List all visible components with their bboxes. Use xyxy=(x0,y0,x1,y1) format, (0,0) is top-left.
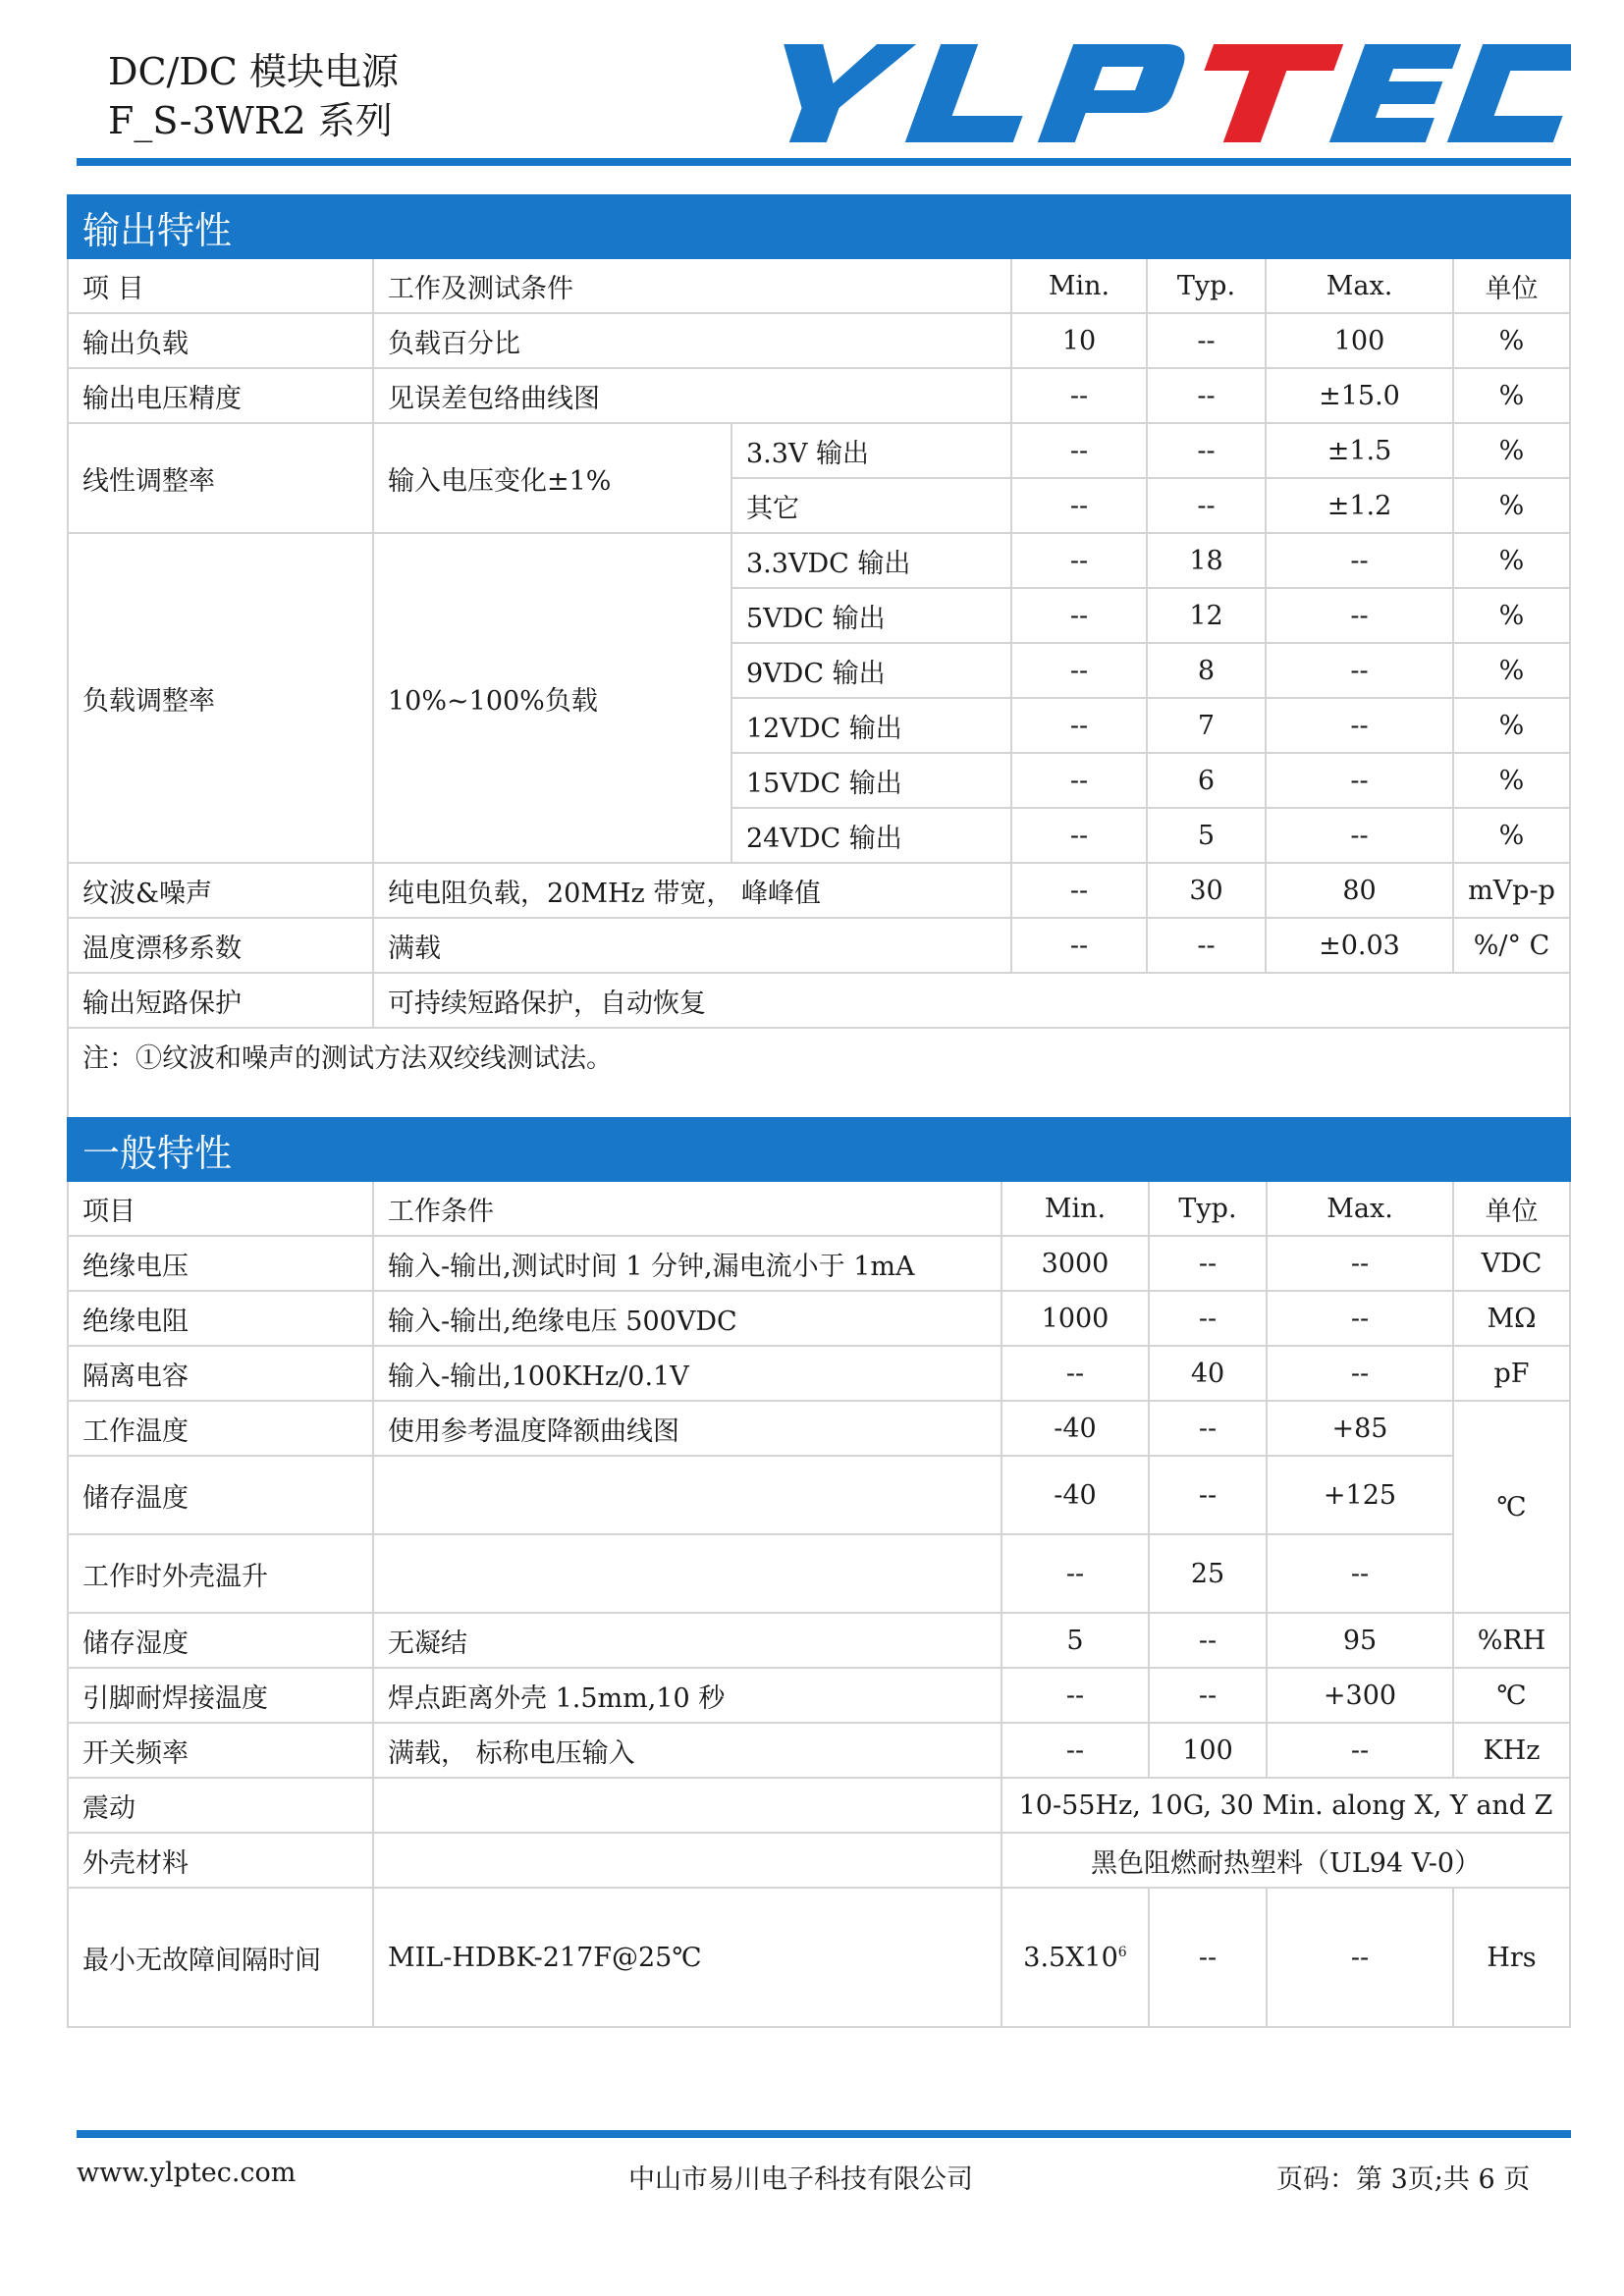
table-row xyxy=(68,313,1570,368)
section-title-general: 一般特性 xyxy=(68,1118,1570,1181)
typ-value: 30 xyxy=(1147,863,1266,918)
condition: 输入-输出,测试时间 1 分钟,漏电流小于 1mA xyxy=(373,1236,1001,1291)
condition xyxy=(373,1534,1001,1613)
max-value: 95 xyxy=(1267,1613,1453,1668)
header-condition: 工作及测试条件 xyxy=(373,258,1011,313)
min-value: -- xyxy=(1001,1723,1149,1778)
header-condition: 工作条件 xyxy=(373,1181,1001,1236)
table-header-row xyxy=(68,258,1570,313)
website-link[interactable]: www.ylptec.com xyxy=(77,2158,297,2188)
typ-value: -- xyxy=(1149,1668,1267,1723)
max-value: 80 xyxy=(1266,863,1453,918)
typ-value: -- xyxy=(1149,1236,1267,1291)
header-item: 项目 xyxy=(68,1181,373,1236)
condition: 无凝结 xyxy=(373,1613,1001,1668)
max-value: -- xyxy=(1267,1534,1453,1613)
sub-condition: 3.3VDC 输出 xyxy=(731,533,1011,588)
title-line-1: DC/DC 模块电源 xyxy=(108,50,399,93)
min-value: -- xyxy=(1011,918,1147,973)
sub-condition: 12VDC 输出 xyxy=(731,698,1011,753)
condition: 见误差包络曲线图 xyxy=(373,368,1011,423)
header-typ: Typ. xyxy=(1147,258,1266,313)
table-row xyxy=(68,1236,1570,1291)
header-max: Max. xyxy=(1266,258,1453,313)
item-label: 工作温度 xyxy=(68,1401,373,1456)
item-label: 负载调整率 xyxy=(68,533,373,863)
document-title xyxy=(108,47,399,145)
min-value xyxy=(1001,1888,1149,2027)
typ-value: -- xyxy=(1147,478,1266,533)
typ-value: -- xyxy=(1149,1888,1267,2027)
typ-value: 7 xyxy=(1147,698,1266,753)
max-value: +85 xyxy=(1267,1401,1453,1456)
section-title-output: 输出特性 xyxy=(68,195,1570,258)
temperature-unit: ℃ xyxy=(1453,1401,1570,1613)
condition: 10%~100%负载 xyxy=(373,533,731,863)
typ-value: 8 xyxy=(1147,643,1266,698)
table-row xyxy=(68,423,1570,478)
header-item: 项 目 xyxy=(68,258,373,313)
typ-value: 12 xyxy=(1147,588,1266,643)
table-row xyxy=(68,533,1570,588)
min-value: -- xyxy=(1011,588,1147,643)
table-row xyxy=(68,1534,1570,1613)
min-value: -- xyxy=(1001,1534,1149,1613)
min-value: 10 xyxy=(1011,313,1147,368)
header-unit: 单位 xyxy=(1453,258,1570,313)
condition: 可持续短路保护，自动恢复 xyxy=(373,973,1570,1028)
title-line-2: F_S-3WR2 系列 xyxy=(108,99,393,142)
min-value: 3000 xyxy=(1001,1236,1149,1291)
sub-condition: 3.3V 输出 xyxy=(731,423,1011,478)
max-value: -- xyxy=(1267,1291,1453,1346)
unit: %/° C xyxy=(1453,918,1570,973)
unit: % xyxy=(1453,588,1570,643)
typ-value: 40 xyxy=(1149,1346,1267,1401)
unit: % xyxy=(1453,753,1570,808)
typ-value: -- xyxy=(1149,1613,1267,1668)
max-value: -- xyxy=(1266,588,1453,643)
output-characteristics-table xyxy=(67,194,1571,1119)
typ-value: 18 xyxy=(1147,533,1266,588)
max-value: 100 xyxy=(1266,313,1453,368)
unit: % xyxy=(1453,313,1570,368)
unit: MΩ xyxy=(1453,1291,1570,1346)
unit: ℃ xyxy=(1453,1668,1570,1723)
min-value: -- xyxy=(1011,368,1147,423)
mtbf-exponent: 6 xyxy=(1117,1944,1127,1960)
item-label: 线性调整率 xyxy=(68,423,373,533)
header-max: Max. xyxy=(1267,1181,1453,1236)
table-row xyxy=(68,1888,1570,2027)
min-value: -- xyxy=(1011,808,1147,863)
max-value: ±15.0 xyxy=(1266,368,1453,423)
min-value: 5 xyxy=(1001,1613,1149,1668)
condition: 输入-输出,100KHz/0.1V xyxy=(373,1346,1001,1401)
max-value: +125 xyxy=(1267,1456,1453,1534)
header-unit: 单位 xyxy=(1453,1181,1570,1236)
sub-condition: 其它 xyxy=(731,478,1011,533)
unit: KHz xyxy=(1453,1723,1570,1778)
header-divider xyxy=(77,158,1571,166)
item-label: 最小无故障间隔时间 xyxy=(68,1888,373,2027)
note-row xyxy=(68,1028,1570,1118)
max-value: -- xyxy=(1266,753,1453,808)
typ-value: 5 xyxy=(1147,808,1266,863)
typ-value: -- xyxy=(1147,918,1266,973)
unit: % xyxy=(1453,478,1570,533)
item-label: 输出短路保护 xyxy=(68,973,373,1028)
note-text: 注：①纹波和噪声的测试方法双绞线测试法。 xyxy=(68,1028,1570,1118)
table-row xyxy=(68,1833,1570,1888)
item-label: 工作时外壳温升 xyxy=(68,1534,373,1613)
condition: 满载 xyxy=(373,918,1011,973)
footer-divider xyxy=(77,2130,1571,2138)
condition: 输入-输出,绝缘电压 500VDC xyxy=(373,1291,1001,1346)
sub-condition: 9VDC 输出 xyxy=(731,643,1011,698)
typ-value: -- xyxy=(1149,1291,1267,1346)
max-value: -- xyxy=(1266,643,1453,698)
table-row xyxy=(68,863,1570,918)
unit: % xyxy=(1453,643,1570,698)
item-label: 绝缘电阻 xyxy=(68,1291,373,1346)
min-value: 1000 xyxy=(1001,1291,1149,1346)
condition: 满载， 标称电压输入 xyxy=(373,1723,1001,1778)
typ-value: -- xyxy=(1149,1401,1267,1456)
table-row xyxy=(68,1613,1570,1668)
item-label: 输出负载 xyxy=(68,313,373,368)
min-value: -- xyxy=(1011,533,1147,588)
unit: % xyxy=(1453,698,1570,753)
typ-value: -- xyxy=(1147,313,1266,368)
header-min: Min. xyxy=(1011,258,1147,313)
min-value: -- xyxy=(1011,423,1147,478)
page-number: 页码：第 3页;共 6 页 xyxy=(1276,2164,1531,2195)
unit: % xyxy=(1453,368,1570,423)
condition xyxy=(373,1456,1001,1534)
unit: % xyxy=(1453,808,1570,863)
max-value: -- xyxy=(1267,1236,1453,1291)
condition: 纯电阻负载，20MHz 带宽， 峰峰值 xyxy=(373,863,1011,918)
max-value: -- xyxy=(1266,698,1453,753)
item-label: 输出电压精度 xyxy=(68,368,373,423)
max-value: +300 xyxy=(1267,1668,1453,1723)
sub-condition: 24VDC 输出 xyxy=(731,808,1011,863)
item-label: 引脚耐焊接温度 xyxy=(68,1668,373,1723)
table-row xyxy=(68,1668,1570,1723)
item-label: 温度漂移系数 xyxy=(68,918,373,973)
min-value: -- xyxy=(1011,863,1147,918)
general-characteristics-table xyxy=(67,1117,1571,2028)
unit: %RH xyxy=(1453,1613,1570,1668)
max-value: -- xyxy=(1266,808,1453,863)
table-row xyxy=(68,1778,1570,1833)
unit: Hrs xyxy=(1453,1888,1570,2027)
company-name: 中山市易川电子科技有限公司 xyxy=(628,2164,973,2195)
max-value: -- xyxy=(1267,1888,1453,2027)
min-value: -- xyxy=(1001,1668,1149,1723)
typ-value: -- xyxy=(1147,423,1266,478)
table-row xyxy=(68,918,1570,973)
table-row xyxy=(68,1456,1570,1534)
table-row xyxy=(68,973,1570,1028)
max-value: -- xyxy=(1266,533,1453,588)
min-value: -- xyxy=(1011,753,1147,808)
item-label: 储存湿度 xyxy=(68,1613,373,1668)
condition: 焊点距离外壳 1.5mm,10 秒 xyxy=(373,1668,1001,1723)
table-row xyxy=(68,1291,1570,1346)
table-header-row xyxy=(68,1181,1570,1236)
sub-condition: 5VDC 输出 xyxy=(731,588,1011,643)
mtbf-base: 3.5X10 xyxy=(1023,1942,1118,1973)
max-value: ±1.5 xyxy=(1266,423,1453,478)
table-row xyxy=(68,1401,1570,1456)
item-label: 外壳材料 xyxy=(68,1833,373,1888)
logo-letters xyxy=(756,44,1571,142)
min-value: -- xyxy=(1011,643,1147,698)
condition: 使用参考温度降额曲线图 xyxy=(373,1401,1001,1456)
table-row xyxy=(68,1346,1570,1401)
table-row xyxy=(68,1723,1570,1778)
item-label: 绝缘电压 xyxy=(68,1236,373,1291)
unit: pF xyxy=(1453,1346,1570,1401)
sub-condition: 15VDC 输出 xyxy=(731,753,1011,808)
unit: mVp-p xyxy=(1453,863,1570,918)
typ-value: -- xyxy=(1147,368,1266,423)
min-value: -40 xyxy=(1001,1401,1149,1456)
unit: VDC xyxy=(1453,1236,1570,1291)
typ-value: 25 xyxy=(1149,1534,1267,1613)
header-min: Min. xyxy=(1001,1181,1149,1236)
min-value: -- xyxy=(1011,478,1147,533)
condition: 输入电压变化±1% xyxy=(373,423,731,533)
item-label: 震动 xyxy=(68,1778,373,1833)
max-value: ±0.03 xyxy=(1266,918,1453,973)
max-value: -- xyxy=(1267,1723,1453,1778)
unit: % xyxy=(1453,423,1570,478)
min-value: -- xyxy=(1011,698,1147,753)
condition xyxy=(373,1833,1001,1888)
condition: MIL-HDBK-217F@25℃ xyxy=(373,1888,1001,2027)
typ-value: 6 xyxy=(1147,753,1266,808)
item-label: 隔离电容 xyxy=(68,1346,373,1401)
condition xyxy=(373,1778,1001,1833)
typ-value: -- xyxy=(1149,1456,1267,1534)
header-typ: Typ. xyxy=(1149,1181,1267,1236)
table-row xyxy=(68,368,1570,423)
max-value: -- xyxy=(1267,1346,1453,1401)
item-label: 开关频率 xyxy=(68,1723,373,1778)
item-label: 纹波&噪声 xyxy=(68,863,373,918)
ylptec-logo xyxy=(756,39,1571,147)
max-value: ±1.2 xyxy=(1266,478,1453,533)
min-value: -- xyxy=(1001,1346,1149,1401)
condition: 负载百分比 xyxy=(373,313,1011,368)
vibration-spec: 10-55Hz, 10G, 30 Min. along X, Y and Z xyxy=(1001,1778,1570,1833)
min-value: -40 xyxy=(1001,1456,1149,1534)
unit: % xyxy=(1453,533,1570,588)
case-material: 黑色阻燃耐热塑料（UL94 V-0） xyxy=(1001,1833,1570,1888)
typ-value: 100 xyxy=(1149,1723,1267,1778)
item-label: 储存温度 xyxy=(68,1456,373,1534)
